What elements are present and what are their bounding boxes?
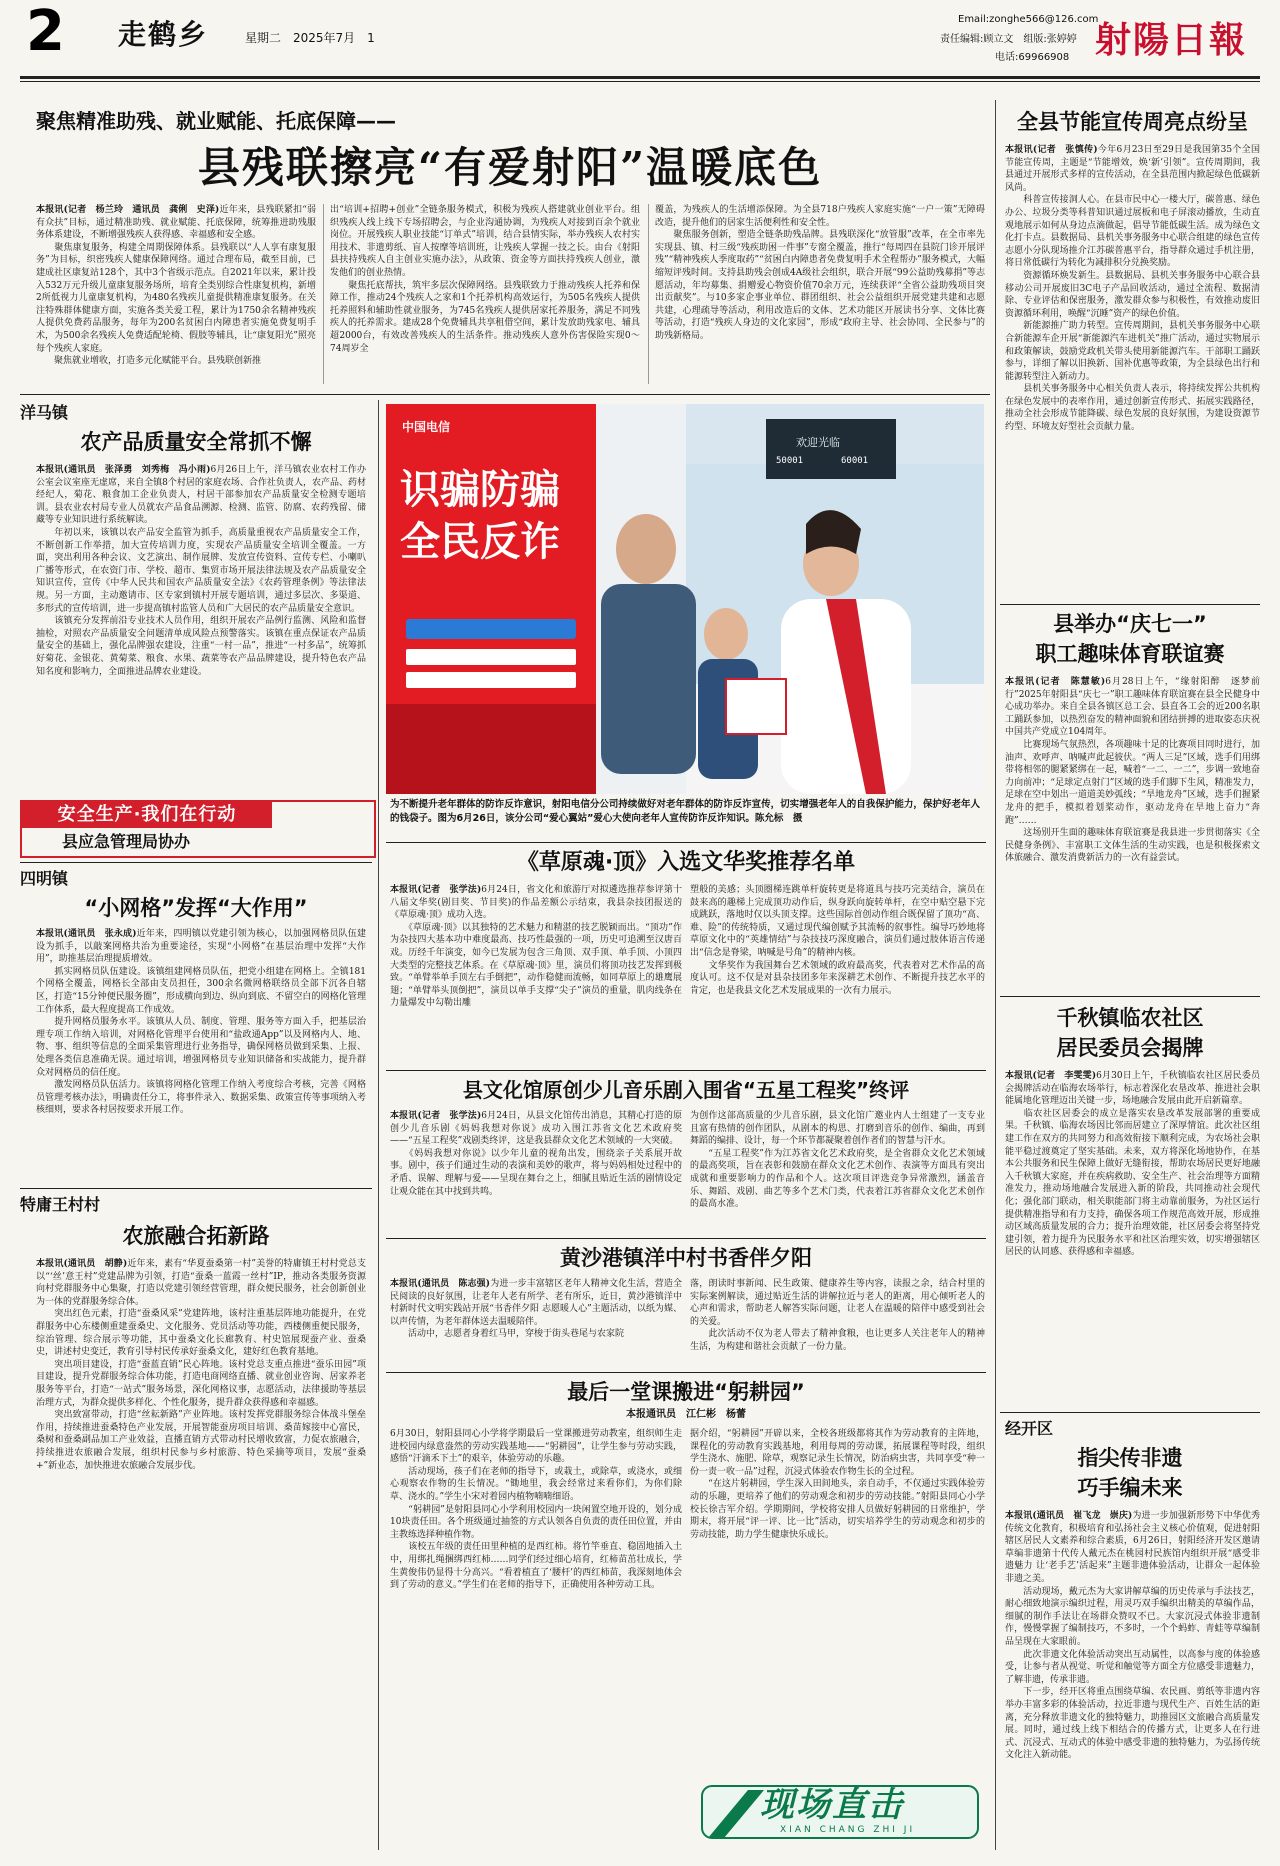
- masthead-rule-thin: [20, 81, 1260, 82]
- music-col-2: [690, 1110, 985, 1230]
- section-rule: [386, 1238, 986, 1239]
- jubao-text: 6月28日上午，“缘射阳醉 逐梦前行”2025年射阳县“庆七一”职工趣味体育联谊赛在县全民健身中心成功举办。来自全县各镇区总工会、县直各工会的近200名职工踊跃参加，以热烈奋发的精神面貌和团结拼搏的进取姿态庆祝中国共产党成立104周年。 比赛现场气氛热烈，各项趣味十足的比赛项目同时进行，加油声、欢呼声、呐喊声此起彼伏。“两人三足”区域，选手们用绑带将相邻的腿紧紧绑在一起，喊着“一二、一二”，步调一致地奋力向前冲；“足球定点射门”区域的选手们脚下生风，精准发力，足球在空中划出一道道美妙弧线；“旱地龙舟”区域，选手们握紧龙舟的把手，模拟着划桨动作，驱动龙舟在旱地上奋力“奔跑”…… 这场别开生面的趣味体育联谊赛是我县进一步贯彻落实《全民健身条例》、丰富职工文体生活的生动实践，也是积极探索文体旅融合、激发消费新活力的一次有益尝试。: [1005, 677, 1260, 864]
- safety-banner-subtitle: 县应急管理局协办: [62, 832, 191, 851]
- lastclass-col-2: [690, 1428, 985, 1772]
- huangsha-col-1: [390, 1278, 682, 1362]
- jingkaiqu-headline-1: 指尖传非遗: [1077, 1446, 1183, 1470]
- siming-byline: 本报讯(通讯员 张永成): [36, 929, 137, 939]
- tesu-village-label: 特庸王村村: [20, 1195, 101, 1214]
- lead-text-2: 出“培训+招聘+创业”全链条服务模式，积极为残疾人搭建就业创业平台。组织残疾人线上线下专场招聘会，与企业沟通协调，为残疾人对接到百余个就业岗位。开展残疾人职业技能“订单式”培训，结合县情实际，举办残疾人农村实用技术、非遗剪纸、盲人按摩等培训班，让残疾人掌握一技之长。由台《射阳县扶持残疾人自主创业实施办法》，从政策、资金等方面扶持残疾人创业，激发他们的创业热情。 聚焦托底帮扶，筑牢多层次保障网络。县残联致力于推动残疾人托养和保障工作，推动24个残疾人之家和1个托养机构高效运行，为505名残疾人提供托养照料和辅助性就业服务，为745名残疾人提供居家托养服务，满足不同残疾人的托养需求。建成28个免费辅具共享租借空间，累计发放助残家电、辅具超2000台，有效改善残疾人的生活条件。推动残疾人意外伤害保险实现0～74周岁全: [330, 205, 640, 354]
- tesu-text: 近年来，素有“华夏蚕桑第一村”美誉的特庸镇王村村党总支以“‘丝’意王村”党建品牌为引领，打造“蚕桑一蓝霞一丝村”IP，推动各类服务资源向村党群服务中心集聚，打造以党建引领经营管理，群众便民服务，社会创新创业为一体的党群服务综合体。 突出红色元素，打造“蚕桑风采”党建阵地，该村注重基层阵地功能提升，在党群服务中心东楼侧重建蚕桑史、文化服务、党员活动等功能，西楼侧重便民服务，综治管理、综合展示等功能，其中蚕桑文化长廊教育、村史馆展现蚕产业、蚕桑史，讲述村史变迁，教育引导村民传承好蚕桑文化，建好红色教育基地。 突出项目建设，打造“蚕蓝直销”民心阵地。该村党总支重点推进“蚕乐田园”项目建设，提升党群服务综合体功能，打造电商网络直播、就业创业咨询、居家养老服务等平台，打造“一站式”服务场景，深化网格议事，志愿活动，法律援助等基层治理方式，为群众提供多样化、个性化服务，提升群众获得感和幸福感。 突出致富带动，打造“丝耘新路”产业阵地。该村发挥党群服务综合体战斗堡垒作用，持续推进蚕桑特色产业发展，开展智能蚕房项目培训、桑苗嫁接中心富民，桑树和蚕桑副品加工产业效益，直播直销方式带动村民增收致富，力促农旅融合，持续推进农旅融合发展，组织村民参与乡村旅游、特色采摘等项目，发展“蚕桑+”新业态，加快推进农旅融合发展步伐。: [36, 1259, 366, 1471]
- lead-text-3: 覆盖，为残疾人的生活增添保障。为全县718户残疾人家庭实施“一户一策”无障碍改造，提升他们的居家生活便利性和安全性。 聚焦服务创新，塑造全链条助残品牌。县残联深化“放管服”改革，在全市率先实现县、镇、村三级“残疾助困一件事”专窗全覆盖，推行“每周四在县院门诊开展评残”“精神残疾人季度取药”“贫困白内障患者免费复明手术全程帮办”服务模式，大幅缩短评残时间。支持县助残会创成4A级社会组织，联合开展“99公益助残募捐”等志愿活动，年均募集、捐赠爱心物资价值70余万元，连续获评“全省公益助残项目突出贡献奖”。与10多家企事业单位、群团组织、社会公益组织开展党建共建和志愿共建，心理疏导等活动，利用改造后的文体、艺术功能区开展读书分享、文体比赛等活动，打造“残疾人身边的文化家园”，形成“政府主导、社会协同、全民参与”的助残新格局。: [655, 205, 985, 341]
- qianqiu-headline-2: 居民委员会揭牌: [1056, 1036, 1204, 1060]
- lead-text-1: 近年来，县残联紧扣“弱有众扶”目标，通过精准助残、就业赋能、托底保障，统筹推进助残服务体系建设，不断增强残疾人获得感、幸福感和安全感。 聚焦康复服务，构建全周期保障体系。县残联以“人人享有康复服务”为目标，织密残疾人健康保障网络。通过合理布局，截至目前，已建成社区康复站128个，其中3个省级示范点。自2021年以来，累计投入532万元升级儿童康复服务场所，培育全类别综合性康复机构，新增2所低视力儿童康复机构，为480名残疾儿童提供精准康复服务。在关注特殊群体健康方面，实施各类关爱工程，累计为1750余名精神残疾人提供免费药品服务，每年为200名贫困白内障患者实施免费复明手术，为500余名残疾人免费适配轮椅、假肢等辅具，让“康复阳光”照亮每个残疾人家庭。 聚焦就业增收，打造多元化赋能平台。县残联创新推: [36, 205, 316, 367]
- section-rule: [1000, 996, 1260, 997]
- masthead: [0, 0, 1280, 82]
- section-rule: [1000, 604, 1260, 605]
- jubao-headline-1: 县举办“庆七一”: [1053, 612, 1207, 636]
- music-headline: 县文化馆原创少儿音乐剧入围省“五星工程奖”终评: [462, 1078, 910, 1102]
- jingkaiqu-article: [1005, 1510, 1260, 1848]
- music-byline: 本报讯(记者 张学法): [390, 1111, 482, 1121]
- huangsha-text-1: 为进一步丰富辖区老年人精神文化生活，营造全民阅读的良好氛围，让老年人老有所学、老有所乐，近日，黄沙港镇洋中村新时代文明实践站开展“书香伴夕阳 志愿暖人心”主题活动，以纸为媒、以声传情，为老年群体送去温暖陪伴。 活动中，志愿者身着红马甲，穿梭于街头巷尾与农家院: [390, 1279, 682, 1340]
- yangma-byline: 本报讯(通讯员 张泽勇 刘秀梅 冯小雨): [36, 465, 211, 475]
- scene-report-logo-main: 现场直击: [760, 1785, 904, 1825]
- siming-article: [36, 928, 366, 1182]
- col-divider: [648, 204, 649, 384]
- jingkaiqu-byline: 本报讯(通讯员 崔飞龙 崇庆): [1005, 1511, 1133, 1521]
- lastclass-col-1: [390, 1428, 682, 1848]
- qianqiu-byline: 本报讯(记者 李雯雯): [1005, 1071, 1097, 1081]
- section-rule: [20, 862, 372, 863]
- huangsha-text-2: 落，朗读时事新闻、民生政策、健康养生等内容，读报之余，结合村里的实际案例解读，通过贴近生活的讲解拉近与老人的距离，用心倾听老人的心声和需求，帮助老人解答实际问题，让老人在温暖的陪伴中感受到社会的关爱。 此次活动不仅为老人带去了精神食粮，也让更多人关注老年人的精神生活，为构建和谐社会贡献了一份力量。: [690, 1279, 985, 1352]
- grassland-col-1: [390, 884, 682, 1062]
- music-text-1: 6月24日，从县文化馆传出消息，其精心打造的原创少儿音乐剧《妈妈我想对你说》成功入围江苏省文化艺术政府奖——“五星工程奖”戏剧类终评，这是我县群众文化艺术领域的一大突破。 《妈妈我想对你说》以少年儿童的视角出发，围绕亲子关系展开故事。剧中，孩子们通过生动的表演和美妙的歌声，将与妈妈相处过程中的矛盾、误解、理解与爱——呈现在舞台之上，细腻且贴近生活的剧情设定让观众能在其中找到共鸣。: [390, 1111, 682, 1197]
- grassland-text-2: 塑般的美感；头顶圈梯连跳单杆旋转更是将道具与技巧完美结合，演员在鼓来高的趣梯上完成顶功动作后，纵身跃向旋转单杆，在空中贴空悬下完成跳跃，落地时仅以头顶支撑。这些国际首创动作组合既保留了顶功“高、难、险”的传统特质，又通过现代编创赋予其流畅的叙事性。编导巧妙地将草原文化中的“英雄情结”与杂技技巧深度融合，演员们通过肢体语言传递出“信念是脊梁，呐喊是号角”的精神内核。 文华奖作为我国舞台艺术领域的政府最高奖，代表着对艺术作品的高度认可。这不仅是对县杂技团多年来深耕艺术创作、不断提升技艺水平的肯定，也是我县文化艺术发展成果的一次有力展示。: [690, 885, 985, 996]
- photo-queue-2: 60001: [841, 456, 869, 466]
- lastclass-byline: 本报通讯员 江仁彬 杨蕾: [626, 1409, 746, 1420]
- safety-banner: [20, 800, 376, 858]
- safety-banner-title: 安全生产·我们在行动: [22, 802, 272, 828]
- section-rule: [386, 1372, 986, 1373]
- editors: 责任编辑:顾立文 组版:张婷婷: [940, 34, 1077, 45]
- photo-brand-label: 中国电信: [402, 420, 451, 434]
- grassland-byline: 本报讯(记者 张学法): [390, 885, 482, 895]
- jingkaiqu-zone-label: 经开区: [1005, 1419, 1054, 1438]
- photo-illustration: [386, 404, 984, 794]
- yangma-town-label: 洋马镇: [20, 403, 69, 422]
- jingkaiqu-text: 为进一步加强新形势下中华优秀传统文化教育，积极培育和弘扬社会主义核心价值观，促进射阳辖区居民人文素养和综合素质，6月26日，射阳经济开发区邀请草编非遗第十代传人戴元杰在桃园村民族馆内组织开展“感受非遗魅力 让‘老手艺’活起来”主题非遗体验活动，让群众一起体验非遗之美。 活动现场，戴元杰为大家讲解草编的历史传承与手法技艺，耐心细致地演示编织过程，用灵巧双手编织出精美的草编作品，细腻的制作手法让在场群众赞叹不已。大家沉浸式体验非遗制作，慢慢掌握了编制技巧，不多时，一个个蚂蚱、青蛙等草编制品呈现在大家眼前。 此次非遗文化体验活动突出互动属性，以高参与度的体验感受，让参与者从视觉、听觉和触觉等方面全方位感受非遗魅力，了解非遗，传承非遗。 下一步，经开区将重点围绕草编、农民画、剪纸等非遗内容举办丰富多彩的体验活动，拉近非遗与现代生产、百姓生活的距离，充分释放非遗文化的独特魅力，助推园区文旅融合高质量发展。同时，通过线上线下相结合的传播方式，让更多人在行进式、沉浸式、互动式的体验中感受非遗的独特魅力，为弘扬传统文化注入新动能。: [1005, 1511, 1260, 1761]
- section-rule: [20, 1188, 372, 1189]
- scene-report-logo: [700, 1780, 980, 1844]
- section-rule: [20, 394, 990, 395]
- grassland-text-1: 6月24日，省文化和旅游厅对拟遴选推荐参评第十八届文华奖(剧目奖、节目奖)的作品差额公示结束，我县杂技团报送的《草原魂·顶》成功入选。 《草原魂·顶》以其独特的艺术魅力和精湛的技艺脱颖而出。“顶功”作为杂技四大基本功中难度最高、技巧性最强的一项，历史可追溯至汉唐百戏。历经千年演变，如今已发展为包含三角顶、双手顶、单手顶、小顶四大类型的完整技艺体系。在《草原魂·顶》里，演员们将顶功技艺发挥到极致。“单臂举单手顶左右手倒把”，动作稳健而流畅，如同草原上的雄鹰展翅；“单臂举头顶倒把”，演员以单手支撑“尖子”演员的重量，肌肉线条在力量爆发中勾勒出雕: [390, 885, 682, 1009]
- siming-headline: “小网格”发挥“大作用”: [84, 896, 308, 920]
- section-name: 走鹤乡: [118, 18, 209, 51]
- lastclass-headline: 最后一堂课搬进“躬耕园”: [567, 1380, 805, 1404]
- photo-banner-text: 识骗防骗 全民反诈: [400, 467, 560, 565]
- siming-text: 近年来，四明镇以党建引领为核心，以加强网格员队伍建设为抓手，以敲案网格共治为重要途径，实现“小网格”在基层治理中发挥“大作用”，助推基层治理提质增效。 抓实网格员队伍建设。该镇组建网格员队伍，把党小组建在网格上。全镇181个网格全覆盖，网格长全部由支员担任，300余名微网格联络员全部下沉各自辖区，打造“15分钟便民服务圈”，形成横向到边、纵向到底、不留空白的网格化管理工作体系，最大程度提高工作成效。 提升网格员服务水平。该镇从人员、制度、管理、服务等方面入手，把基层治理专项工作纳入培训，对网格化管理平台使用和“盐政通App”以及网格内人、地、物、事、组织等信息的全面采集管理进行业务指导，确保网格员做到采集、上报、处理各类信息准确无误。通过培训，增强网格员专业知识储备和实战能力，提升群众对网格员的信任度。 激发网格员队伍活力。该镇将网格化管理工作纳入考度综合考核，完善《网格员管理考核办法》，明确责任分工，将事件录入、数据采集、政策宣传等事项纳入考核细则，要求各村居按要求开展工作。: [36, 929, 366, 1116]
- section-rule: [386, 842, 986, 843]
- yangma-text: 6月26日上午，洋马镇农业农村工作办公室会议室座无虚席，来自全镇8个村居的家庭农场、合作社负责人，农产品、药材经纪人，菊花、粮食加工企业负责人，村居干部参加农产品质量安全检测专题培训。县农业农村局专业人员就农产品食品溯源、检测、监管、防腐、农药残留、储藏等专业知识进行系统解读。 年初以来，该镇以农产品安全监管为抓手，高质量重视农产品质量安全工作，不断创新工作举措，加大宣传培训力度，实现农产品质量安全培训全覆盖。一方面，突出利用各种会议、文艺演出、制作展牌、发放宣传资料、宣传专栏、小喇叭广播等形式，在农资门市、学校、超市、集贸市场开展法律法规及农产品质量安全知识宣传，宣传《中华人民共和国农产品质量安全法》《农药管理条例》等法律法规。另一方面，主动邀请市、区专家到镇村开展专题培训，通过多层次、多渠道、多形式的宣传培训，进一步提高镇村监管人员和广大居民的农产品质量安全意识。 该镇充分发挥前沿专业技术人员作用，组织开展农产品例行监测、风险和监督抽检，对照农产品质量安全问题清单成风险点预警落实。该镇在重点保证农产品质量安全的基础上，强化品牌强农建设，注重“一村一品”，推进“一村多品”，统筹抓好菊花、金银花、黄菊菜、粮食、水果、蔬菜等农产品品牌建设，提升特色农产品知名度和影响力，全面推进品牌农业建设。: [36, 465, 366, 677]
- tesu-headline: 农旅融合拓新路: [122, 1224, 270, 1248]
- lead-headline: 县残联擦亮“有爱射阳”温暖底色: [197, 143, 823, 192]
- jingkaiqu-headline-2: 巧手编未来: [1077, 1476, 1183, 1500]
- jubao-headline-2: 职工趣味体育联谊赛: [1035, 642, 1225, 666]
- lead-kicker: 聚焦精准助残、就业赋能、托底保障——: [36, 109, 396, 133]
- paper-name-logo: 射陽日報: [1095, 19, 1248, 61]
- right-column-divider: [995, 100, 996, 1850]
- grassland-col-2: [690, 884, 985, 1062]
- qianqiu-article: [1005, 1070, 1260, 1404]
- section-rule: [386, 1070, 986, 1071]
- grassland-headline: 《草原魂·顶》入选文华奖推荐名单: [516, 850, 856, 875]
- siming-town-label: 四明镇: [20, 869, 69, 888]
- qianqiu-text: 6月30日上午，千秋镇临农社区居民委员会揭牌活动在临海农场举行，标志着深化农垦改革、推进社会职能属地化管理迈出关键一步，场地融合发展由此开启新篇章。 临农社区居委会的成立是落实农垦改革发展部署的重要成果。千秋镇、临海农场因比邻而居建立了深厚情谊。此次社区组建工作在双方的共同努力和高效衔接下顺利完成，为农场社会职能平稳过渡奠定了坚实基础。未来，双方将深化场地协作，在基本公共服务和民生保障上做好无缝衔接，帮助农场居民更好地融入千秋镇大家庭，并在疾病救助、安全生产、社会治理等方面精准发力，推动场地融合发展进入新的阶段，共同推动社会现代化；强化部门联动，相关职能部门将主动靠前服务，为社区运行提供精准指导和有力支持，确保各项工作规范高效开展，形成推动区域高质量发展的合力；提升治理效能，社区居委会将坚持党建引领，着力提升为民服务水平和社区治理实效，切实增强辖区居民的认同感、获得感和幸福感。: [1005, 1071, 1260, 1258]
- lead-col-3: [655, 204, 985, 384]
- masthead-rule: [20, 76, 1260, 79]
- left-column-divider: [378, 400, 379, 1850]
- tesu-byline: 本报讯(通讯员 胡静): [36, 1259, 128, 1269]
- lead-col-1: [36, 204, 316, 384]
- issue-date: 星期二 2025年7月 1: [245, 31, 375, 45]
- energy-text: 今年6月23日至29日是我国第35个全国节能宣传周，主题是“节能增效，焕‘新’引领”。宣传周期间，我县通过开展形式多样的宣传活动，在全县范围内掀起绿色低碳新风尚。 科普宣传接洞人心。在县市民中心一楼大厅，碳普惠、绿色办公、垃圾分类等科普知识通过展板和电子屏滚动播放，生动直观地展示如何从身边点滴做起，倡导节能低碳生活。成为绿色文化打卡点。县数据局、县机关事务服务中心联合组建的绿色宣传志愿小分队现场推介江苏碳普惠平台，指导群众通过手机注册，将日常低碳行为转化为减排积分兑换奖励。 资源循环焕发新生。县数据局、县机关事务服务中心联合县移动公司开展废旧3C电子产品回收活动，通过全流程、数据清除、专业评估和保密服务，激发群众参与积极性，有效推动废旧资源循环利用，唤醒“沉睡”资产的绿色价值。 新能源推广助力转型。宣传周期间，县机关事务服务中心联合新能源车企开展“新能源汽车进机关”推广活动，通过实物展示和政策解读，鼓励党政机关带头使用新能源汽车。干部职工踊跃参与，详细了解以旧换新、国补优惠等政策，为全县绿色出行和能源转型注入新动力。 县机关事务服务中心相关负责人表示，将持续发挥公共机构在绿色发展中的表率作用，通过创新宣传形式、拓展实践路径，推动全社会形成节能降碳、绿色发展的良好氛围，为建设资源节约型、环境友好型社会贡献力量。: [1005, 145, 1260, 433]
- anti-fraud-photo: [386, 404, 984, 794]
- lead-byline: 本报讯(记者 杨兰玲 通讯员 龚俐 史泽): [36, 205, 220, 215]
- energy-article: [1005, 144, 1260, 596]
- huangsha-byline: 本报讯(通讯员 陈志强): [390, 1279, 491, 1289]
- phone: 电话:69966908: [995, 52, 1070, 63]
- music-text-2: 为创作这部高质量的少儿音乐剧，县文化馆广邀业内人士组建了一支专业且富有热情的创作团队，从剧本的构思、打磨到音乐的创作、编曲，再到舞蹈的编排、设计，每一个环节都凝聚着创作者们的智慧与汗水。 “五星工程奖”作为江苏省文化艺术政府奖，是全省群众文化艺术领域的最高奖项，旨在表彰和鼓励在群众文化艺术创作、表演等方面具有突出成就和重要影响力的作品和个人。这次项目评选竞争异常激烈，涵盖音乐、舞蹈、戏剧、曲艺等多个艺术门类，代表着江苏省群众文化艺术创作的最高水准。: [690, 1111, 985, 1210]
- scene-report-logo-pinyin: XIAN CHANG ZHI JI: [780, 1825, 916, 1835]
- music-col-1: [390, 1110, 682, 1230]
- photo-caption: 为不断提升老年群体的防诈反诈意识，射阳电信分公司持续做好对老年群体的防诈反诈宣传，切实增强老年人的自我保护能力，保护好老年人的钱袋子。图为6月26日，该分公司“爱心翼站”爱心大使向老年人宣传防诈反诈知识。陈允标 摄: [390, 799, 980, 824]
- photo-display-text: 欢迎光临: [796, 436, 840, 449]
- photo-queue-1: 50001: [776, 456, 804, 466]
- col-divider: [323, 204, 324, 384]
- huangsha-headline: 黄沙港镇洋中村书香伴夕阳: [560, 1246, 812, 1270]
- email: Email:zonghe566@126.com: [958, 14, 1099, 25]
- qianqiu-headline-1: 千秋镇临农社区: [1056, 1006, 1204, 1030]
- lastclass-text-2: 据介绍，“躬耕园”开辟以来，全校各班级都将其作为劳动教育的主阵地，课程化的劳动教育实践基地，利用每周的劳动课，拓展课程等时段，组织学生浇水、施肥、除草，观察记录生长情况，防治病虫害，共同享受“种一份一责一收一品”过程，沉浸式体验农作物生长的全过程。 “在这片躬耕园，学生深入田间地头，亲自动手，不仅通过实践体验劳动的乐趣，更培养了他们的劳动观念和初步的劳动技能。”射阳县同心小学校长徐吉军介绍。学期期间，学校将安排人员做好躬耕园的日常维护，学期末，将开展“评一评、比一比”活动，切实培养学生的劳动观念和初步的劳动技能，助力学生健康快乐成长。: [690, 1429, 985, 1540]
- page-number: 2: [26, 0, 65, 64]
- tesu-article: [36, 1258, 366, 1848]
- huangsha-col-2: [690, 1278, 985, 1362]
- lead-col-2: [330, 204, 640, 384]
- section-rule: [1000, 1412, 1260, 1413]
- energy-headline: 全县节能宣传周亮点纷呈: [1017, 110, 1248, 134]
- energy-byline: 本报讯(记者 张慎传): [1005, 145, 1098, 155]
- yangma-headline: 农产品质量安全常抓不懈: [80, 430, 312, 454]
- jubao-byline: 本报讯(记者 陈慧敏): [1005, 677, 1106, 687]
- yangma-article: [36, 464, 366, 794]
- jubao-article: [1005, 676, 1260, 988]
- lastclass-text-1: 6月30日，射阳县同心小学将学期最后一堂课搬进劳动教室，组织师生走进校园内绿意盎然的劳动实践基地——“躬耕园”，让学生参与劳动实践，感悟“汗滴禾下土”的艰辛，体验劳动的乐趣。 活动现场，孩子们在老师的指导下，或栽土，或除草，或浇水，或细心观察农作物的生长情况。“锄地里，我会经常过来看你们，为你们除草、浇水的。”学生小宋对着园内植物喃喃细语。 “躬耕园”是射阳县同心小学利用校园内一块闲置空地开设的，划分成10块责任田。各个班级通过抽签的方式认领各自负责的责任田位置，并由主教练选择种植作物。 该校五年级的责任田里种植的是西红柿。将竹竿垂直、稳固地插入土中，用绑扎绳捆绑西红柿……同学们经过细心培育，红柿苗茁壮成长，学生黄俊伟仍显得十分高兴。“看着植直了‘腰杆’的西红柿苗，我深刻地体会到了劳动的意义。”学生们在老师的指导下，正确使用各种劳动工具。: [390, 1429, 682, 1591]
